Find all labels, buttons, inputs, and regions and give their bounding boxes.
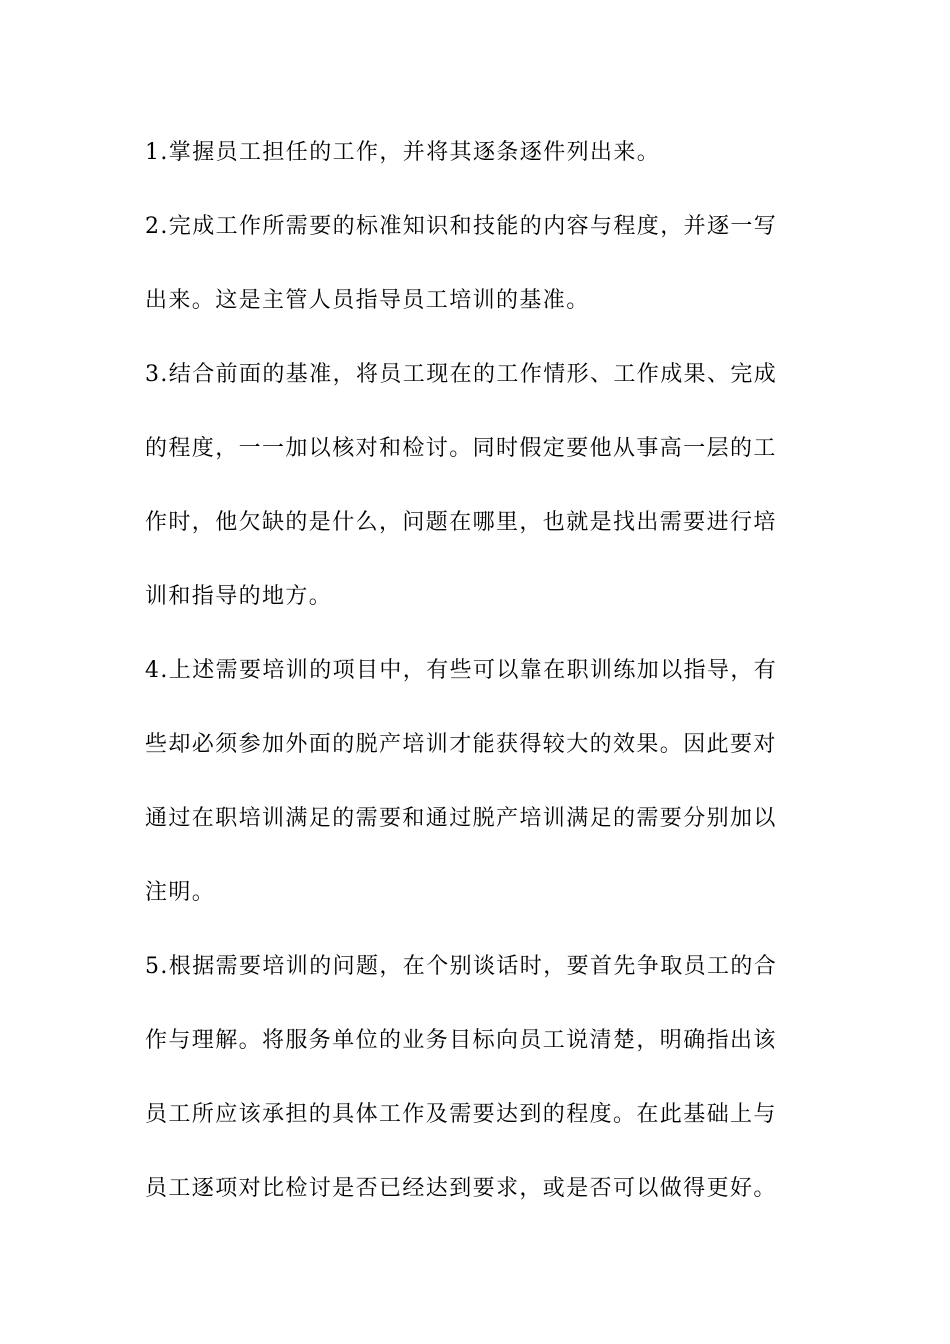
text-line-4: 3.结合前面的基准，将员工现在的工作情形、工作成果、完成 [145,362,778,387]
text-line-11: 注明。 [145,880,216,905]
text-line-6: 作时，他欠缺的是什么，问题在哪里，也就是找出需要进行培 [145,510,777,535]
text-line-15: 员工逐项对比检讨是否已经达到要求，或是否可以做得更好。 [145,1176,777,1201]
text-line-10: 通过在职培训满足的需要和通过脱产培训满足的需要分别加以 [145,806,777,831]
text-line-7: 训和指导的地方。 [145,584,333,609]
text-line-8: 4.上述需要培训的项目中，有些可以靠在职训练加以指导，有 [145,658,778,683]
text-line-2: 2.完成工作所需要的标准知识和技能的内容与程度，并逐一写 [145,214,778,239]
text-line-3: 出来。这是主管人员指导员工培训的基准。 [145,288,590,313]
text-line-9: 些却必须参加外面的脱产培训才能获得较大的效果。因此要对 [145,732,777,757]
text-line-12: 5.根据需要培训的问题，在个别谈话时，要首先争取员工的合 [145,954,778,979]
text-line-14: 员工所应该承担的具体工作及需要达到的程度。在此基础上与 [145,1102,777,1127]
text-line-5: 的程度，一一加以核对和检讨。同时假定要他从事高一层的工 [145,436,777,461]
text-line-13: 作与理解。将服务单位的业务目标向员工说清楚，明确指出该 [145,1028,777,1053]
body-text [145,126,810,1236]
text-line-1: 1.掌握员工担任的工作，并将其逐条逐件列出来。 [145,140,661,165]
